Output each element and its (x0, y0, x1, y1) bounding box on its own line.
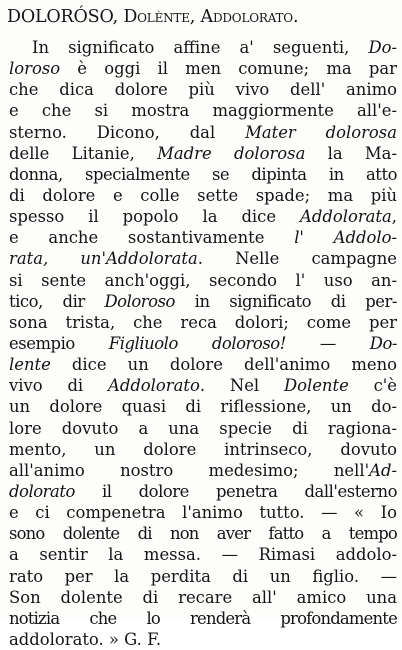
line-text: si sente anch'oggi, secondo l' uso an- (9, 270, 397, 290)
body-line (9, 333, 397, 354)
heading-period: . (292, 7, 299, 27)
body-line (9, 439, 397, 460)
line-text: il dolore penetra dall'esterno (74, 481, 397, 501)
line-italic: dolorato (9, 481, 75, 501)
body-line (9, 481, 397, 502)
line-italic: loroso (9, 59, 61, 79)
body-line (9, 354, 397, 375)
line-text: e ci compenetra l'animo tutto. — « Io (9, 503, 397, 523)
line-italic: Do- (368, 38, 397, 57)
line-text: sterno. Dicono, dal (9, 122, 246, 142)
line-text: la Ma- (305, 143, 397, 163)
line-text: spesso il popolo la dice (9, 207, 301, 227)
body-line (9, 523, 397, 544)
line-text: In significato affine a' seguenti, (32, 38, 369, 57)
body-line (9, 79, 397, 100)
body-line (9, 291, 397, 312)
line-text: rato per la perdita di un figlio. — (9, 566, 397, 586)
line-italic: l' Addolo- (294, 228, 397, 248)
line-text: Son dolente di recare all' amico una (9, 587, 397, 607)
line-italic: Doloroso (104, 291, 175, 311)
line-text: e che si mostra maggiormente all'e- (9, 101, 397, 121)
entry-heading (7, 6, 399, 28)
line-italic: Addolorata (300, 207, 392, 227)
body-line (9, 375, 397, 396)
line-italic: Dolente (283, 376, 349, 396)
body-line (9, 502, 397, 523)
line-text: che dica dolore più vivo dell' animo (9, 80, 397, 100)
line-italic: Madre dolorosa (157, 143, 306, 163)
body-line-signature (9, 629, 397, 650)
body-line (9, 270, 397, 291)
body-line (9, 587, 397, 608)
line-text: sona trista, che reca dolori; come per (9, 312, 397, 332)
body-line (9, 58, 397, 79)
line-text: mento, un dolore intrinseco, dovuto (9, 439, 397, 459)
line-text: in significato di per- (174, 291, 398, 311)
line-text: — (285, 333, 370, 353)
headword-dolorosa: DOLORÓSO (7, 7, 113, 27)
line-text: delle Litanie, (9, 143, 158, 163)
line-text: a sentir la messa. — Rimasi addolo- (9, 545, 397, 565)
line-text: donna, specialmente se dipinta in atto (9, 164, 397, 184)
body-line (9, 185, 397, 206)
body-line (9, 608, 397, 629)
line-text: tico, dir (9, 291, 105, 311)
line-text: di dolore e colle sette spade; ma più (9, 185, 397, 205)
body-line (9, 544, 397, 565)
heading-separator: , (112, 7, 124, 27)
line-text: dice un dolore dell'animo meno (50, 355, 397, 375)
line-text: sono dolente di non aver fatto a tempo (9, 524, 397, 544)
body-line (9, 37, 397, 58)
line-text: all'animo nostro medesimo; nell' (9, 460, 370, 480)
line-text: un dolore quasi di riflessione, un do- (9, 397, 397, 417)
body-line (9, 164, 397, 185)
body-line (9, 227, 397, 248)
line-italic: Ad- (369, 460, 397, 480)
body-line (9, 206, 397, 227)
body-line (9, 566, 397, 587)
line-text: c'è (348, 376, 397, 396)
line-italic: Mater dolorosa (245, 122, 397, 142)
entry-body (9, 37, 397, 650)
body-line (9, 248, 397, 269)
line-text: esempio (9, 333, 109, 353)
line-text: e anche sostantivamente (9, 228, 295, 248)
line-text: lore dovuto a una specie di ragiona- (9, 418, 397, 438)
line-italic: Do- (369, 333, 397, 353)
headword-dolente: Dolènte (123, 7, 190, 27)
body-line (9, 460, 397, 481)
body-line (9, 418, 397, 439)
body-line (9, 100, 397, 121)
headword-addolorato: Addolorato (200, 7, 293, 27)
line-italic: rata, un'Addolorata (9, 249, 198, 269)
line-text: notizia che lo renderà profondamente (9, 608, 397, 628)
line-italic: Addolorato (107, 376, 200, 396)
line-text: vivo di (9, 376, 108, 396)
line-italic: Figliuolo doloroso! (108, 333, 286, 353)
line-italic: lente (9, 355, 51, 375)
body-line (9, 122, 397, 143)
line-text: addolorato. » G. F. (9, 629, 162, 649)
line-text: . Nelle campagne (197, 249, 397, 269)
line-text: . Nel (199, 376, 284, 396)
line-text: è oggi il men comune; ma par (60, 59, 397, 79)
body-line (9, 396, 397, 417)
body-line (9, 312, 397, 333)
line-text: , (391, 207, 397, 227)
heading-separator: , (189, 7, 201, 27)
body-line (9, 143, 397, 164)
